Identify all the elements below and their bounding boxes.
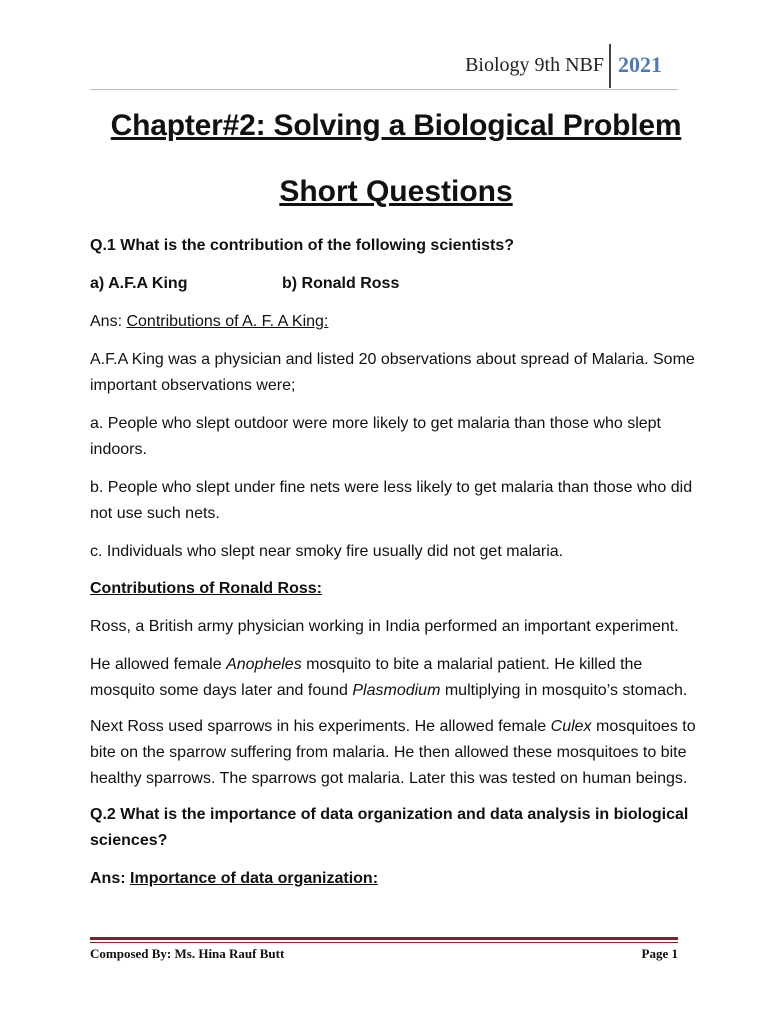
chapter-title: Chapter#2: Solving a Biological Problem (110, 109, 682, 142)
ross-p2-text-3: multiplying in mosquito’s stomach. (440, 682, 688, 699)
observation-c: c. Individuals who slept near smoky fire usually did not get malaria. (90, 543, 564, 560)
data-organization-heading: Importance of data organization: (130, 870, 379, 887)
q2-question: Q.2 What is the importance of data organization and data analysis in biological sciences? (90, 806, 689, 849)
footer-page-number: Page 1 (641, 946, 678, 961)
ross-contribution-heading: Contributions of Ronald Ross: (90, 580, 322, 597)
footer-rule-thick (90, 937, 678, 940)
header-subject: Biology 9th NBF (465, 54, 604, 76)
header-year: 2021 (618, 52, 662, 77)
page-footer (90, 937, 678, 961)
ross-p2-text-2: mosquito to bite a malarial patient. He killed the mosquito some days later and found (90, 656, 643, 699)
answer-prefix: Ans: (90, 313, 123, 330)
species-plasmodium: Plasmodium (352, 682, 441, 699)
q1-option-a: a) A.F.A King (90, 275, 188, 292)
ross-p3-text-2: mosquitoes to bite on the sparrow suffering from malaria. He then allowed these mosquitoes to bite healthy sparrows. The sparrows got malaria. Later this was tested on human beings. (90, 718, 696, 787)
q1-options (90, 271, 702, 297)
king-contribution-heading: Contributions of A. F. A King: (126, 313, 329, 330)
ross-paragraph-2 (90, 652, 702, 704)
q2-answer-heading (90, 866, 702, 892)
footer-author: Composed By: Ms. Hina Rauf Butt (90, 946, 285, 961)
answer-prefix-2: Ans: (90, 870, 126, 887)
species-culex: Culex (550, 718, 592, 735)
ross-p3-text-1: Next Ross used sparrows in his experiments. He allowed female (90, 718, 551, 735)
q1-question: Q.1 What is the contribution of the following scientists? (90, 237, 514, 254)
header-separator (609, 44, 611, 88)
section-title: Short Questions (279, 175, 513, 208)
species-anopheles: Anopheles (226, 656, 302, 673)
ross-paragraph-1: Ross, a British army physician working in India performed an important experiment. (90, 618, 679, 635)
observation-a: a. People who slept outdoor were more likely to get malaria than those who slept indoors. (90, 415, 661, 458)
page-content (90, 105, 702, 892)
footer-rule-thin (90, 942, 678, 943)
q1-answer-heading (90, 309, 702, 335)
page-header (0, 44, 768, 90)
king-intro: A.F.A King was a physician and listed 20 observations about spread of Malaria. Some important observations were; (90, 351, 695, 394)
observation-b: b. People who slept under fine nets were less likely to get malaria than those who did not use such nets. (90, 479, 693, 522)
q1-option-b: b) Ronald Ross (282, 275, 400, 292)
header-rule (90, 89, 678, 90)
ross-p2-text-1: He allowed female (90, 656, 227, 673)
ross-paragraph-3 (90, 714, 702, 792)
